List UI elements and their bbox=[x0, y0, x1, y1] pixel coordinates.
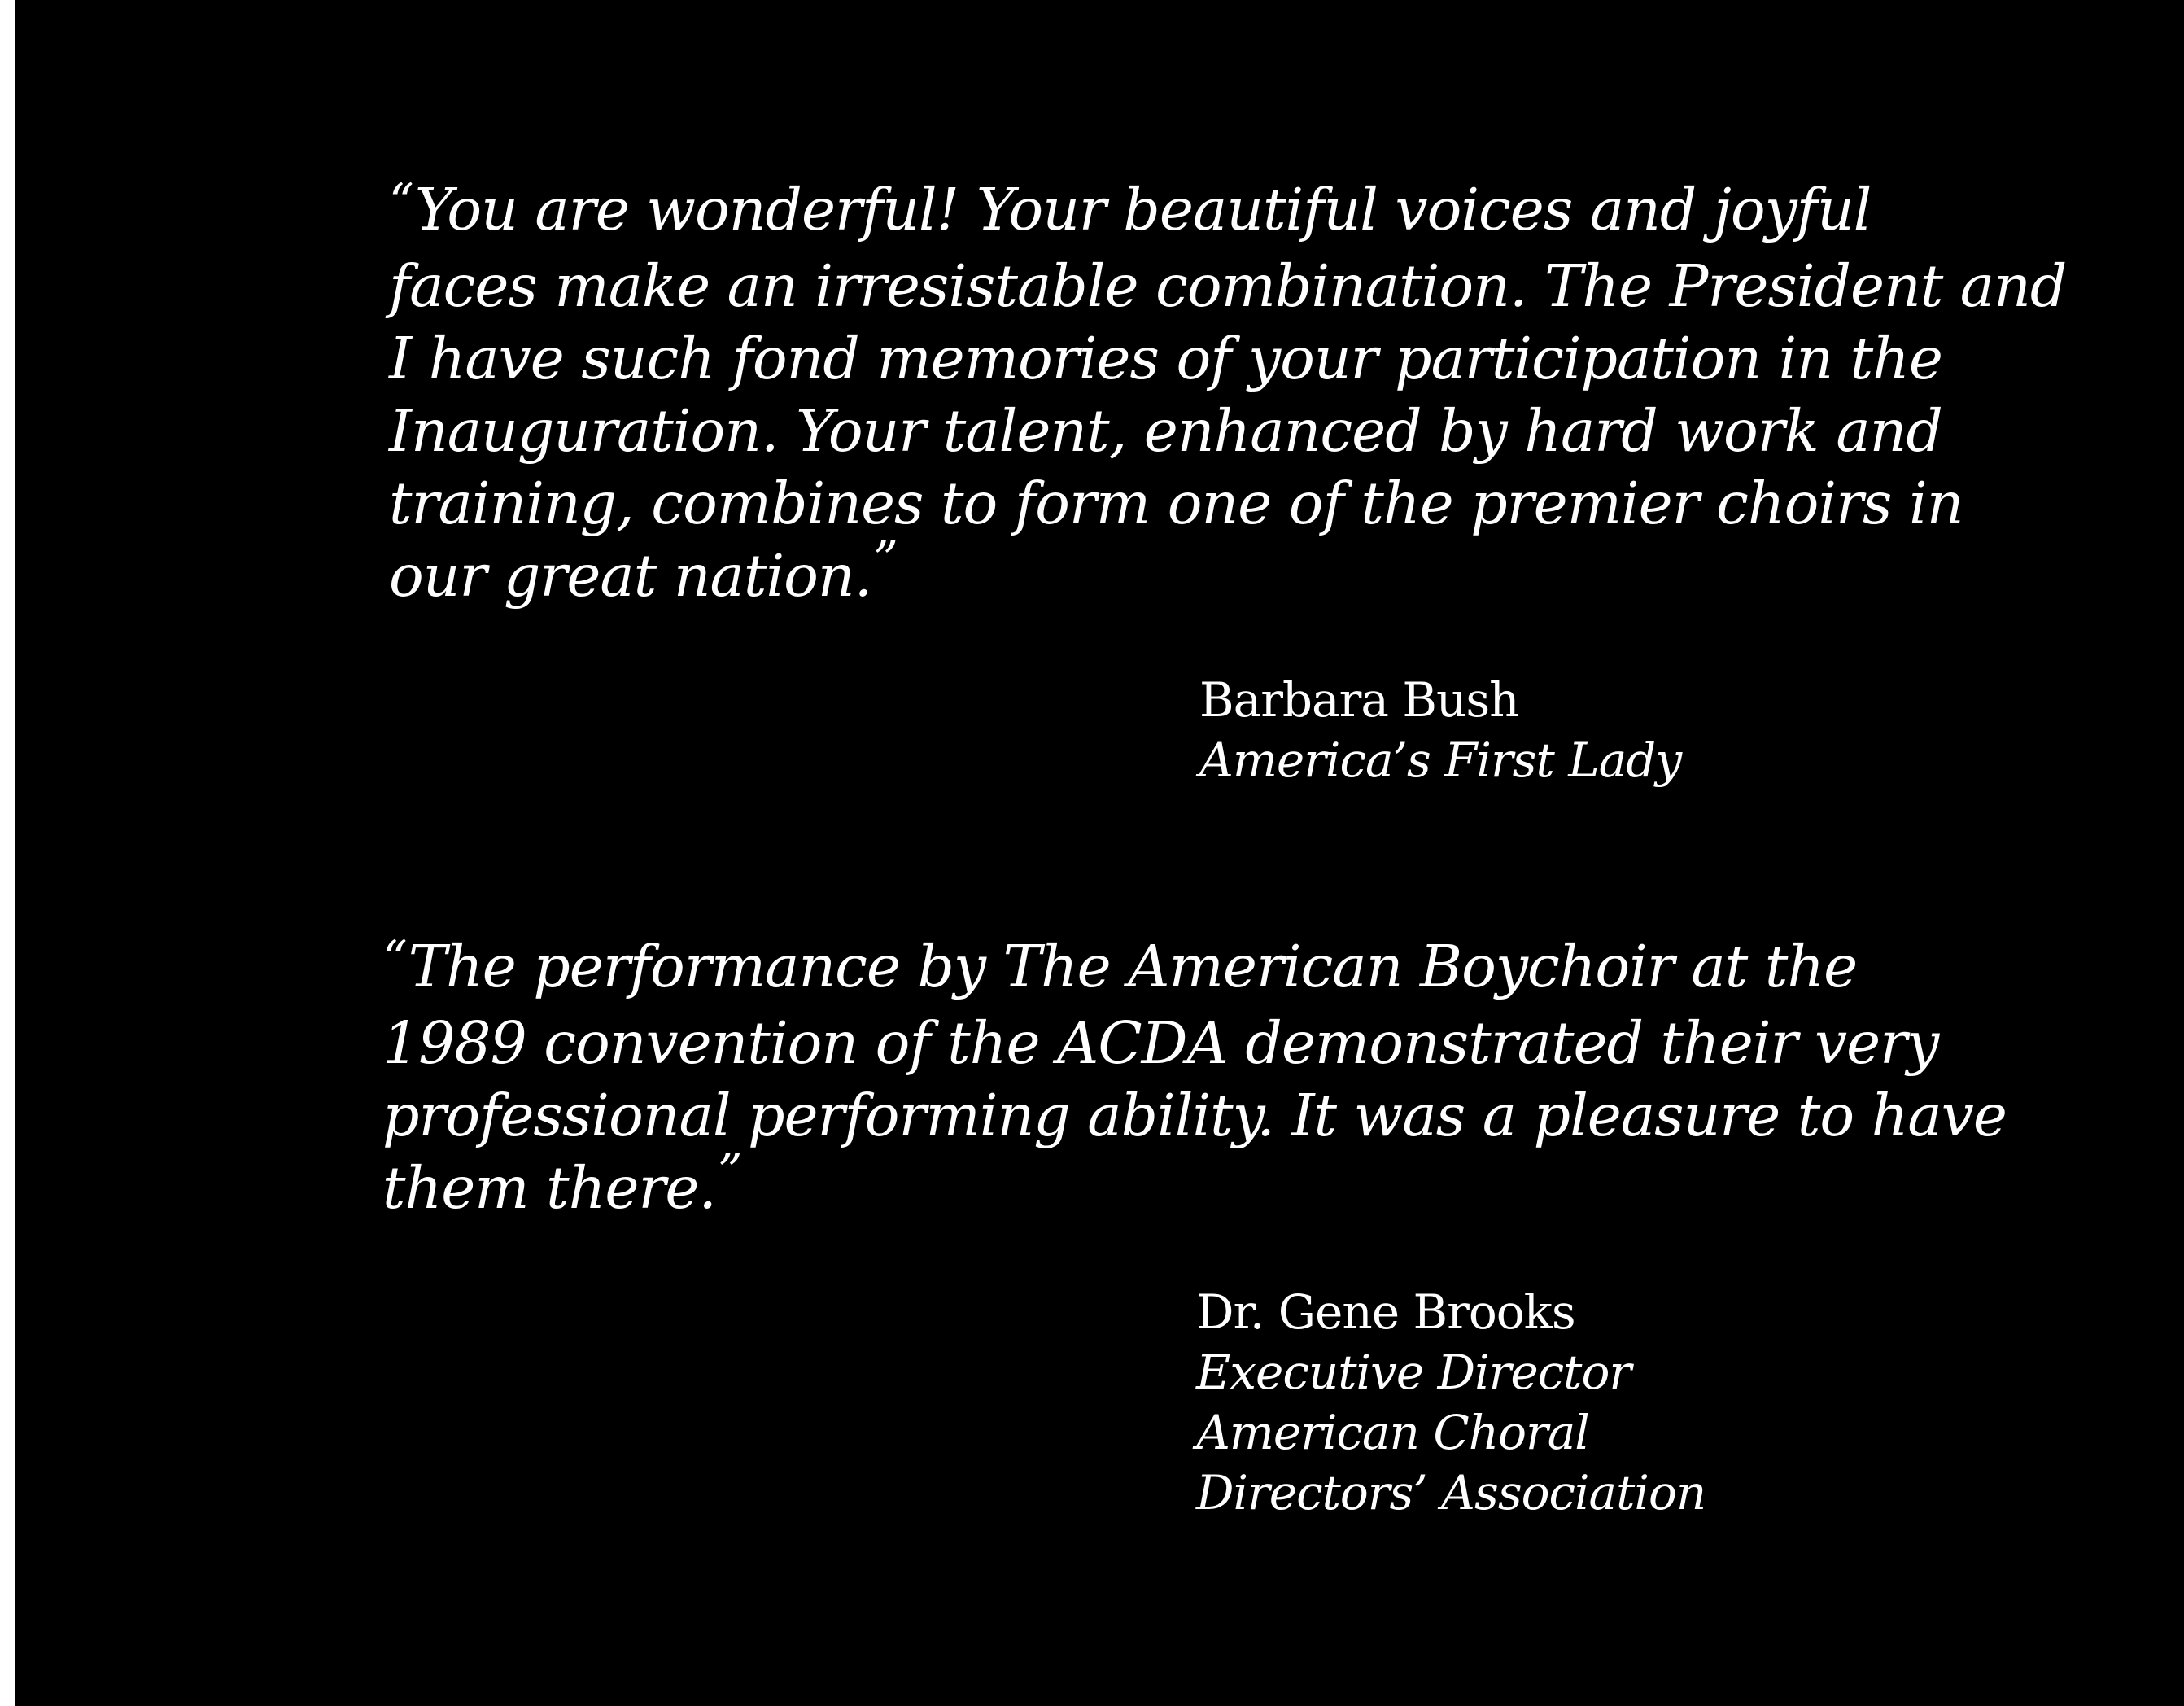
quote-line: I have such fond memories of your participation in the bbox=[389, 325, 1942, 392]
quote-line: “You are wonderful! Your beautiful voices and joyful bbox=[389, 173, 1872, 243]
page-left-edge bbox=[0, 0, 15, 1706]
quote-line: them there.” bbox=[382, 1144, 742, 1222]
quote-barbara-bush bbox=[389, 173, 2066, 616]
attribution-title: Directors’ Association bbox=[1196, 1465, 1706, 1520]
attribution-name: Dr. Gene Brooks bbox=[1196, 1284, 1575, 1340]
attribution-title: Executive Director bbox=[1196, 1345, 1631, 1400]
attribution-gene-brooks bbox=[1196, 1282, 1706, 1523]
attribution-title: America’s First Lady bbox=[1199, 733, 1682, 788]
close-quote-mark: ” bbox=[717, 1144, 742, 1201]
quote-line: professional performing ability. It was a pleasure to have bbox=[382, 1082, 2007, 1149]
quote-line: 1989 convention of the ACDA demonstrated their very bbox=[382, 1009, 1939, 1077]
open-quote-mark: “ bbox=[389, 173, 413, 230]
quote-line: Inauguration. Your talent, enhanced by hard work and bbox=[389, 397, 1942, 465]
quote-line: training, combines to form one of the premier choirs in bbox=[389, 470, 1963, 537]
quote-line: “The performance by The American Boychoir at the bbox=[382, 930, 1858, 1000]
attribution-barbara-bush bbox=[1199, 670, 1681, 790]
quote-line: faces make an irresistable combination. The President and bbox=[389, 252, 2067, 320]
attribution-title: American Choral bbox=[1196, 1405, 1589, 1460]
quote-line: our great nation.” bbox=[389, 531, 898, 610]
close-quote-mark: ” bbox=[873, 531, 898, 588]
quote-gene-brooks bbox=[382, 930, 2007, 1228]
attribution-name: Barbara Bush bbox=[1199, 672, 1519, 728]
open-quote-mark: “ bbox=[382, 930, 407, 987]
